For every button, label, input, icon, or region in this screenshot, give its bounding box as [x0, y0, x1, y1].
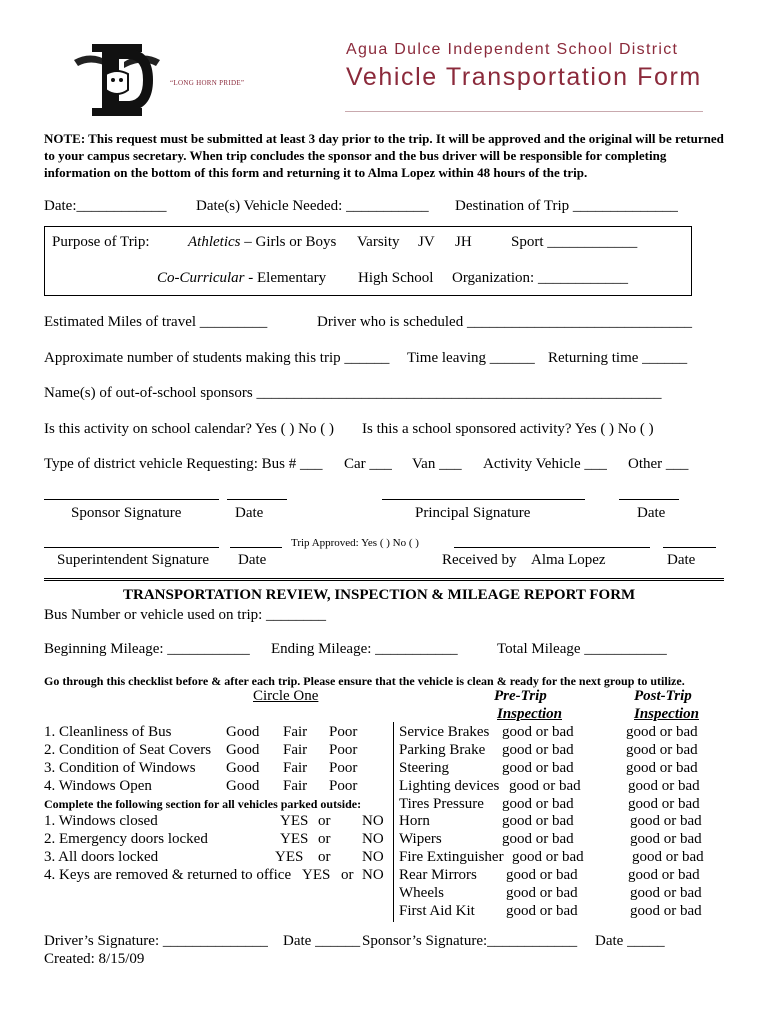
received-by-line[interactable] — [454, 547, 650, 548]
no-option[interactable]: NO — [362, 849, 384, 865]
driver-field[interactable]: Driver who is scheduled ______________________________ — [317, 314, 692, 330]
principal-signature-label: Principal Signature — [415, 505, 531, 521]
trip-approved[interactable]: Trip Approved: Yes ( ) No ( ) — [291, 537, 419, 549]
checklist-instructions: Go through this checklist before & after each trip. Please ensure that the vehicle is clean & ready for the next group to utilize. — [44, 674, 685, 688]
rating-fair[interactable]: Fair — [283, 760, 308, 776]
pre-trip-rating[interactable]: good or bad — [502, 796, 574, 812]
pre-trip-rating[interactable]: good or bad — [502, 831, 574, 847]
rating-fair[interactable]: Fair — [283, 742, 308, 758]
pre-trip-rating[interactable]: good or bad — [502, 742, 574, 758]
or-text: or — [318, 813, 331, 829]
post-trip-rating[interactable]: good or bad — [628, 867, 700, 883]
superintendent-signature-label: Superintendent Signature — [57, 552, 210, 568]
total-mileage-field[interactable]: Total Mileage ___________ — [497, 641, 667, 657]
post-trip-rating[interactable]: good or bad — [630, 903, 702, 919]
parked-heading: Complete the following section for all vehicles parked outside: — [44, 797, 362, 811]
rating-good[interactable]: Good — [226, 724, 260, 740]
parked-item-keys: 4. Keys are removed & returned to office — [44, 867, 292, 883]
post-trip-rating[interactable]: good or bad — [628, 796, 700, 812]
time-leaving-field[interactable]: Time leaving ______ — [407, 350, 535, 366]
pre-trip-rating[interactable]: good or bad — [502, 724, 574, 740]
beginning-mileage-field[interactable]: Beginning Mileage: ___________ — [44, 641, 250, 657]
activity-vehicle-field[interactable]: Activity Vehicle ___ — [483, 456, 607, 472]
yes-option[interactable]: YES — [302, 867, 331, 883]
sponsor-signature-field[interactable]: Sponsor’s Signature:____________ — [362, 933, 578, 949]
jh-option[interactable]: JH — [455, 234, 472, 250]
post-trip-rating[interactable]: good or bad — [628, 778, 700, 794]
date-field[interactable]: Date:____________ — [44, 198, 167, 214]
post-trip-rating[interactable]: good or bad — [630, 885, 702, 901]
superintendent-signature-line[interactable] — [44, 547, 219, 548]
sponsors-field[interactable]: Name(s) of out-of-school sponsors ______________________________________________________ — [44, 385, 662, 401]
sponsor-date-field[interactable]: Date _____ — [595, 933, 665, 949]
driver-date-field[interactable]: Date ______ — [283, 933, 361, 949]
parked-item-windows: 1. Windows closed — [44, 813, 158, 829]
header-rule — [345, 111, 703, 112]
post-trip-heading: Post-Trip — [634, 688, 692, 704]
inspection-item-steering: Steering — [399, 760, 449, 776]
high-school-option[interactable]: High School — [358, 270, 434, 286]
or-text: or — [318, 831, 331, 847]
sponsored-question[interactable]: Is this a school sponsored activity? Yes ( ) No ( ) — [362, 421, 654, 437]
post-trip-rating[interactable]: good or bad — [626, 742, 698, 758]
pre-trip-rating[interactable]: good or bad — [502, 813, 574, 829]
principal-date-label: Date — [637, 505, 666, 521]
motto: “LONG HORN PRIDE” — [170, 79, 245, 87]
rating-fair[interactable]: Fair — [283, 778, 308, 794]
pre-trip-rating[interactable]: good or bad — [502, 760, 574, 776]
students-field[interactable]: Approximate number of students making this trip ______ — [44, 350, 390, 366]
dates-needed-field[interactable]: Date(s) Vehicle Needed: ___________ — [196, 198, 429, 214]
driver-signature-field[interactable]: Driver’s Signature: ______________ — [44, 933, 268, 949]
inspection-item-parking-brake: Parking Brake — [399, 742, 486, 758]
pre-trip-rating[interactable]: good or bad — [509, 778, 581, 794]
rating-good[interactable]: Good — [226, 778, 260, 794]
post-trip-rating[interactable]: good or bad — [626, 760, 698, 776]
inspection-divider — [393, 722, 394, 922]
condition-item-windows: 3. Condition of Windows — [44, 760, 196, 776]
no-option[interactable]: NO — [362, 813, 384, 829]
bus-used-field[interactable]: Bus Number or vehicle used on trip: ________ — [44, 607, 327, 623]
destination-field[interactable]: Destination of Trip ______________ — [455, 198, 678, 214]
pre-trip-rating[interactable]: good or bad — [512, 849, 584, 865]
inspection-item-rear-mirrors: Rear Mirrors — [399, 867, 477, 883]
superintendent-date-line[interactable] — [230, 547, 282, 548]
sponsor-date-line[interactable] — [227, 499, 287, 500]
inspection-item-first-aid: First Aid Kit — [399, 903, 475, 919]
post-trip-rating[interactable]: good or bad — [630, 831, 702, 847]
parked-item-doors: 3. All doors locked — [44, 849, 159, 865]
jv-option[interactable]: JV — [418, 234, 435, 250]
ending-mileage-field[interactable]: Ending Mileage: ___________ — [271, 641, 458, 657]
received-date-label: Date — [667, 552, 696, 568]
pre-trip-rating[interactable]: good or bad — [506, 885, 578, 901]
other-field[interactable]: Other ___ — [628, 456, 689, 472]
review-title: TRANSPORTATION REVIEW, INSPECTION & MILEAGE REPORT FORM — [123, 587, 636, 603]
returning-time-field[interactable]: Returning time ______ — [548, 350, 688, 366]
pre-trip-heading: Pre-Trip — [494, 688, 547, 704]
pre-trip-rating[interactable]: good or bad — [506, 903, 578, 919]
post-trip-inspection-heading: Inspection — [634, 706, 700, 722]
created-date: Created: 8/15/09 — [44, 951, 145, 967]
purpose-label: Purpose of Trip: — [52, 234, 150, 250]
alma-lopez-name: Alma Lopez — [531, 552, 606, 568]
car-field[interactable]: Car ___ — [344, 456, 392, 472]
rating-good[interactable]: Good — [226, 760, 260, 776]
inspection-item-wipers: Wipers — [399, 831, 442, 847]
district-name: Agua Dulce Independent School District — [346, 41, 679, 58]
inspection-item-tires: Tires Pressure — [399, 796, 484, 812]
principal-date-line[interactable] — [619, 499, 679, 500]
rating-fair[interactable]: Fair — [283, 724, 308, 740]
cocurricular-option[interactable] — [157, 270, 326, 287]
longhorn-ad-logo-icon — [72, 40, 162, 120]
sponsor-signature-line[interactable] — [44, 499, 219, 500]
no-option[interactable]: NO — [362, 867, 384, 883]
rating-poor[interactable]: Poor — [329, 760, 358, 776]
athletics-detail: – Girls or Boys — [240, 234, 337, 250]
no-option[interactable]: NO — [362, 831, 384, 847]
condition-item-windows-open: 4. Windows Open — [44, 778, 152, 794]
yes-option[interactable]: YES — [280, 831, 309, 847]
received-date-line[interactable] — [663, 547, 716, 548]
yes-option[interactable]: YES — [280, 813, 309, 829]
pre-trip-inspection-heading: Inspection — [497, 706, 563, 722]
or-text: or — [341, 867, 354, 883]
circle-one-heading: Circle One — [253, 688, 319, 704]
sponsor-signature-label: Sponsor Signature — [71, 505, 182, 521]
parked-item-emergency-doors: 2. Emergency doors locked — [44, 831, 208, 847]
inspection-item-fire-extinguisher: Fire Extinguisher — [399, 849, 504, 865]
pre-trip-rating[interactable]: good or bad — [506, 867, 578, 883]
sponsor-date-label: Date — [235, 505, 264, 521]
superintendent-date-label: Date — [238, 552, 267, 568]
organization-field[interactable]: Organization: ____________ — [452, 270, 628, 286]
athletics-option[interactable] — [188, 234, 336, 251]
bus-number-field[interactable]: Type of district vehicle Requesting: Bus # ___ — [44, 456, 323, 472]
rating-poor[interactable]: Poor — [329, 724, 358, 740]
yes-option[interactable]: YES — [275, 849, 304, 865]
post-trip-rating[interactable]: good or bad — [632, 849, 704, 865]
cocurricular-label: Co-Curricular — [157, 270, 245, 286]
principal-signature-line[interactable] — [382, 499, 585, 500]
section-divider — [44, 578, 724, 581]
received-by-label: Received by — [442, 552, 517, 568]
inspection-item-wheels: Wheels — [399, 885, 444, 901]
inspection-item-lighting: Lighting devices — [399, 778, 500, 794]
inspection-item-horn: Horn — [399, 813, 430, 829]
rating-poor[interactable]: Poor — [329, 742, 358, 758]
athletics-label: Athletics — [188, 234, 241, 250]
form-title: Vehicle Transportation Form — [346, 63, 702, 91]
post-trip-rating[interactable]: good or bad — [626, 724, 698, 740]
note: NOTE: This request must be submitted at least 3 day prior to the trip. It will be approved and the original will be returned to your campus secretary. When trip concludes the sponsor and the bus driver will be responsible for completing information on the bottom of this form and returning it to Alma Lopez within 48 hours of the trip. — [44, 131, 724, 180]
van-field[interactable]: Van ___ — [412, 456, 462, 472]
or-text: or — [318, 849, 331, 865]
miles-field[interactable]: Estimated Miles of travel _________ — [44, 314, 268, 330]
post-trip-rating[interactable]: good or bad — [630, 813, 702, 829]
sport-field[interactable]: Sport ____________ — [511, 234, 638, 250]
rating-poor[interactable]: Poor — [329, 778, 358, 794]
cocurricular-detail: - Elementary — [244, 270, 327, 286]
calendar-question[interactable]: Is this activity on school calendar? Yes ( ) No ( ) — [44, 421, 334, 437]
rating-good[interactable]: Good — [226, 742, 260, 758]
varsity-option[interactable]: Varsity — [357, 234, 400, 250]
condition-item-seat-covers: 2. Condition of Seat Covers — [44, 742, 212, 758]
condition-item-cleanliness: 1. Cleanliness of Bus — [44, 724, 172, 740]
inspection-item-service-brakes: Service Brakes — [399, 724, 490, 740]
